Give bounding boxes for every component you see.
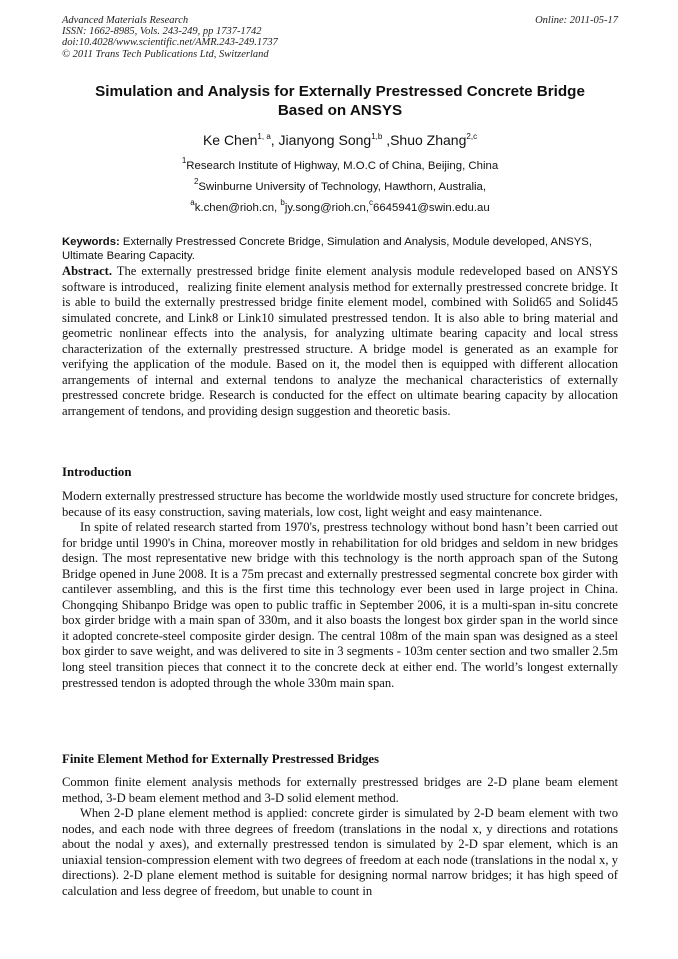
paper-title — [62, 82, 618, 120]
title-line-1: Simulation and Analysis for Externally Prestressed Concrete Bridge — [95, 83, 585, 100]
author-name: Shuo Zhang — [390, 132, 467, 148]
running-header — [62, 15, 618, 60]
email-address[interactable]: jy.song@rioh.cn, — [284, 202, 370, 214]
affiliation-superscript: 2 — [193, 177, 199, 186]
title-line-2: Based on ANSYS — [277, 102, 403, 119]
email-superscript: b — [280, 198, 285, 207]
issn-line: ISSN: 1662-8985, Vols. 243-249, pp 1737-1742 — [62, 26, 262, 38]
author-list — [62, 131, 618, 149]
introduction-section — [62, 489, 618, 691]
affiliation-2 — [62, 177, 618, 194]
abstract-label: Abstract. — [62, 264, 113, 278]
keywords — [62, 236, 618, 263]
doi-line: doi:10.4028/www.scientific.net/AMR.243-249.1737 — [62, 37, 278, 49]
author-superscript: 2,c — [466, 132, 478, 141]
keywords-label: Keywords: — [62, 236, 120, 248]
section-heading-introduction: Introduction — [62, 465, 132, 479]
fem-section — [62, 775, 618, 899]
copyright-line: © 2011 Trans Tech Publications Ltd, Switzerland — [62, 48, 269, 60]
author-superscript: 1, a — [257, 132, 271, 141]
affiliation-1 — [62, 156, 618, 173]
paragraph: When 2-D plane element method is applied: concrete girder is simulated by 2-D beam element with two nodes, and each node with three degrees of freedom (translations in the nodal x, y directions and rotations about the nodal y axes), and externally prestressed tendon is simulated by 2-D spar element, which is an uniaxial tension-compression element with two degrees of freedom at each node (translations in the nodal x, y directions). 2-D plane element method is suitable for designing normal narrow bridges; it has high speed of calculation and less degree of freedom, but unable to count in — [62, 806, 618, 898]
keywords-text: Externally Prestressed Concrete Bridge, Simulation and Analysis, Module developed, ANSYS, Ultimate Bearing Capacity. — [62, 236, 592, 262]
author-name: Ke Chen — [202, 132, 258, 148]
email-superscript: a — [190, 198, 195, 207]
section-heading-fem: Finite Element Method for Externally Prestressed Bridges — [62, 752, 380, 766]
affiliation-superscript: 1 — [181, 156, 187, 165]
journal-name: Advanced Materials Research — [62, 15, 189, 26]
author-separator: , — [270, 132, 279, 148]
paragraph: Modern externally prestressed structure has become the worldwide mostly used structure for concrete bridges, because of its easy construction, saving materials, low cost, light weight and easy maintenance. — [62, 489, 618, 519]
email-superscript: c — [369, 198, 374, 207]
email-address[interactable]: 6645941@swin.edu.au — [373, 202, 490, 214]
paragraph: Common finite element analysis methods for externally prestressed bridges are 2-D plane beam element method, 3-D beam element method and 3-D solid element method. — [62, 775, 618, 805]
affiliation-text: Swinburne University of Technology, Hawthorn, Australia, — [198, 181, 487, 193]
author-superscript: 1,b — [371, 132, 383, 141]
online-date: Online: 2011-05-17 — [535, 15, 618, 26]
paragraph: In spite of related research started from 1970's, prestress technology without bond hasn’t been carried out for bridge until 1990's in China, moreover mostly in rehabilitation for old bridges and seldom in new bridges design. The most representative new bridge with this technology is the north approach span of the Sutong Bridge opened in June 2008. It is a 75m precast and externally prestressed segmental concrete box girder with cantilever assembling, and this is the first time this technology ever been used in large project in China. Chongqing Shibanpo Bridge was open to public traffic in September 2006, it is a multi-span in-situ concrete box girder bridge with a main span of 330m, and it also boasts the longest box girder span in the world since it adopted concrete-steel composite girder design. The central 108m of the main span was designed as a steel box girder to save weight, and was delivered to site in 3 segments - 103m center section and two smaller 2.5m long steel transition pieces that connect it to the concrete deck at either end. The world’s longest externally prestressed tendon is adopted through the whole 330m main span. — [62, 520, 618, 690]
abstract — [62, 264, 618, 419]
email-address[interactable]: k.chen@rioh.cn, — [194, 202, 281, 214]
author-separator: , — [382, 132, 391, 148]
email-line — [62, 198, 618, 215]
author-name: Jianyong Song — [278, 132, 372, 148]
abstract-text: The externally prestressed bridge finite element analysis module redeveloped based on ANSYS software is introduced，realizing finite element analysis method for externally prestressed concrete bridge. It is able to build the externally prestressed bridge finite element model, combined with Solid65 and Solid45 simulated concrete, and Link8 or Link10 simulated prestressed tendon. It is also able to bring material and geometric nonlinear effects into the analysis, for analyzing ultimate bearing capacity and local stress characterization of the externally prestressed structure. A bridge model is generated as an example for verifying the application of the module. Based on it, the model then is equipped with different allocation arrangements of internal and external tendons to analyze the mechanical characteristics of externally prestressed concrete bridge. Research is conducted for the effect on ultimate bearing capacity by allocation arrangement of tendons, and providing design suggestion and theoretic basis. — [62, 264, 618, 418]
affiliation-text: Research Institute of Highway, M.O.C of China, Beijing, China — [186, 160, 499, 172]
